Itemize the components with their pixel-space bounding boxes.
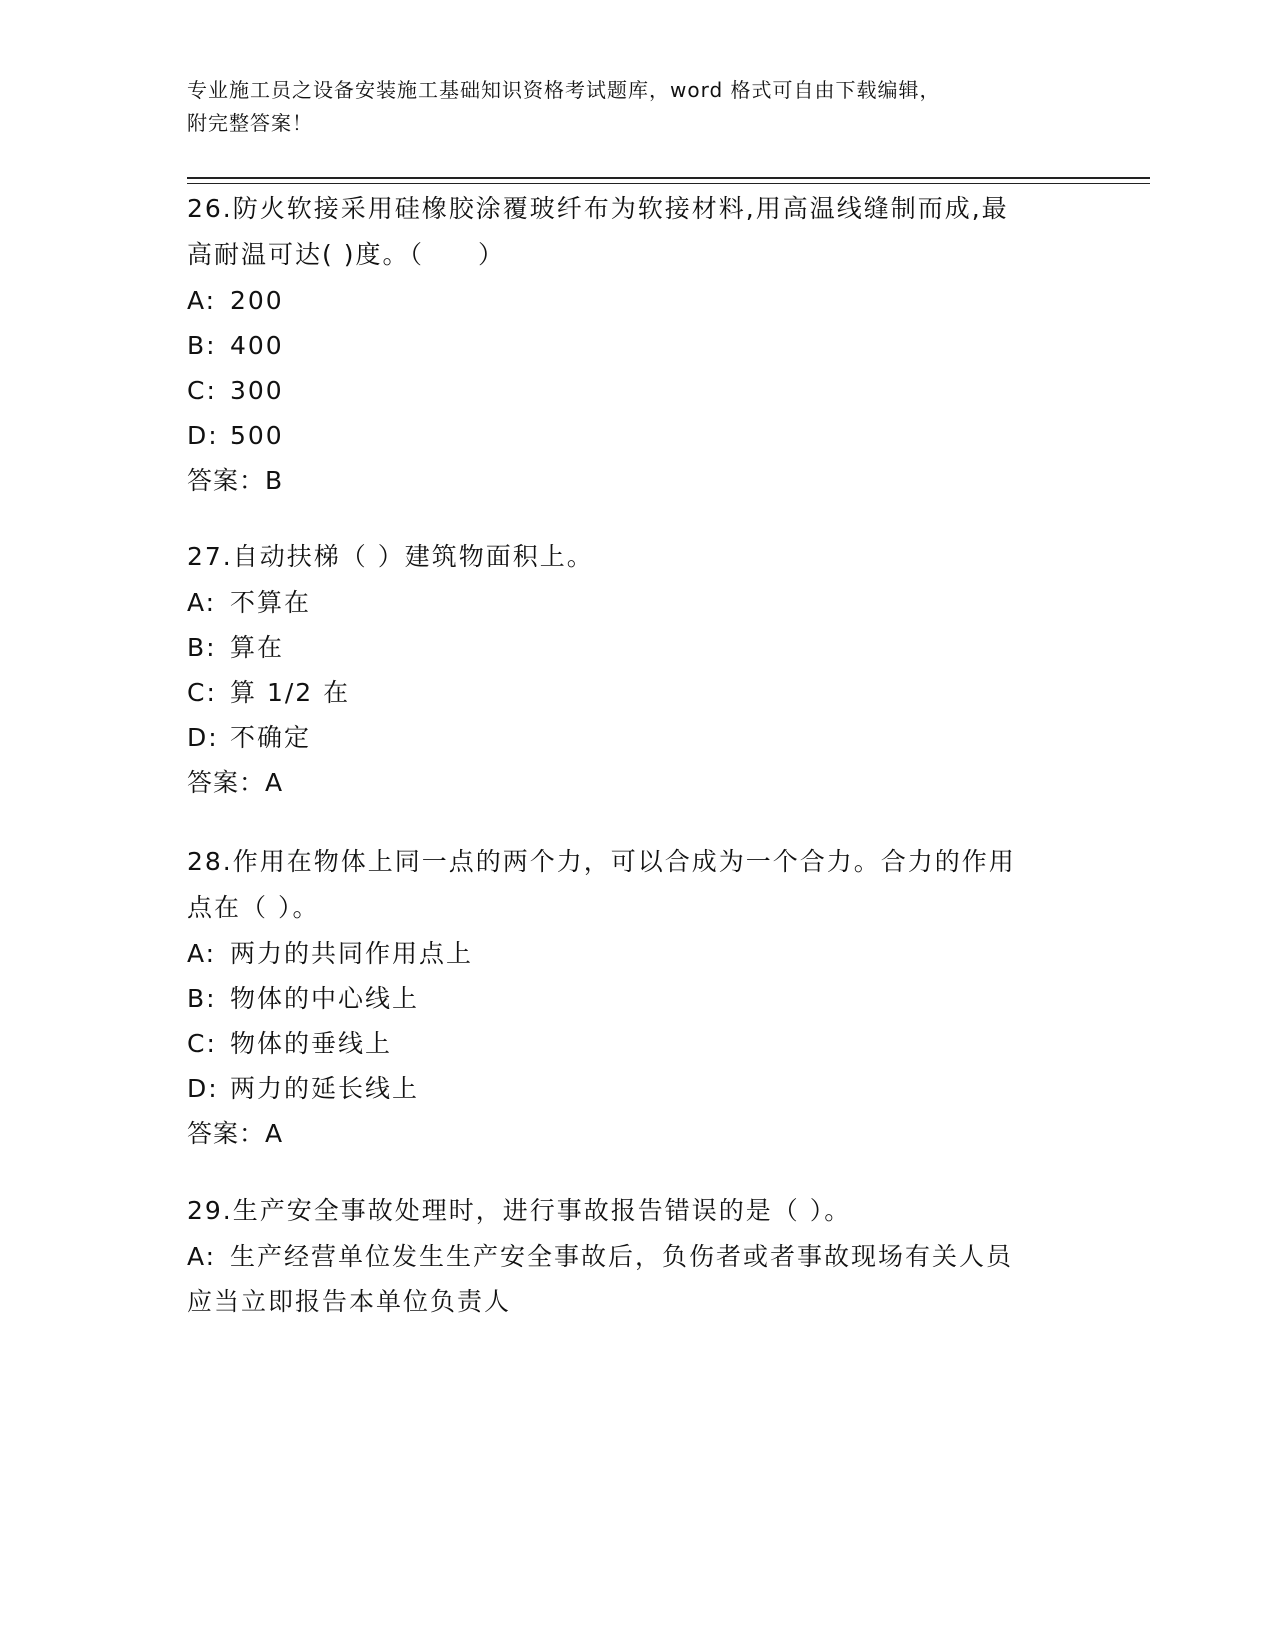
option-text: 物体的垂线上 bbox=[230, 1029, 393, 1058]
option-c bbox=[187, 1021, 1087, 1066]
option-a bbox=[187, 580, 1087, 625]
option-text: 400 bbox=[230, 331, 284, 360]
option-key: B: bbox=[187, 331, 217, 360]
option-key: A: bbox=[187, 286, 217, 315]
option-d bbox=[187, 1066, 1087, 1111]
question-stem: 27.自动扶梯（ ）建筑物面积上。 bbox=[187, 542, 594, 571]
option-d bbox=[187, 715, 1087, 760]
option-key: A: bbox=[187, 1242, 217, 1271]
option-text: 算在 bbox=[230, 633, 285, 662]
option-text: 不算在 bbox=[230, 588, 312, 617]
option-b bbox=[187, 625, 1087, 670]
option-key: C: bbox=[187, 376, 217, 405]
question-29 bbox=[187, 1188, 1087, 1324]
option-key: D: bbox=[187, 1074, 219, 1103]
option-key: C: bbox=[187, 1029, 217, 1058]
option-key: D: bbox=[187, 723, 219, 752]
option-key: A: bbox=[187, 939, 217, 968]
option-key: C: bbox=[187, 678, 217, 707]
question-stem: 28.作用在物体上同一点的两个力，可以合成为一个合力。合力的作用 bbox=[187, 847, 1016, 876]
option-c bbox=[187, 670, 1087, 715]
option-b bbox=[187, 976, 1087, 1021]
option-c bbox=[187, 368, 1087, 413]
option-key: B: bbox=[187, 633, 217, 662]
question-stem: 高耐温可达( )度。（ ） bbox=[187, 240, 505, 269]
question-26 bbox=[187, 186, 1087, 503]
option-d bbox=[187, 413, 1087, 458]
option-text: 300 bbox=[230, 376, 284, 405]
answer-line: 答案：B bbox=[187, 466, 284, 495]
option-text: 500 bbox=[230, 421, 284, 450]
option-a bbox=[187, 1234, 1087, 1279]
option-a-continuation: 应当立即报告本单位负责人 bbox=[187, 1287, 512, 1316]
document-header bbox=[187, 74, 1087, 140]
option-key: A: bbox=[187, 588, 217, 617]
question-28 bbox=[187, 839, 1087, 1156]
header-line-2: 附完整答案！ bbox=[187, 111, 313, 135]
option-text: 算 1/2 在 bbox=[230, 678, 351, 707]
header-divider-thin bbox=[187, 183, 1150, 184]
option-text: 不确定 bbox=[230, 723, 312, 752]
header-divider-thick bbox=[187, 177, 1150, 179]
option-key: B: bbox=[187, 984, 217, 1013]
option-text: 两力的共同作用点上 bbox=[230, 939, 474, 968]
option-a bbox=[187, 278, 1087, 323]
question-stem: 26.防火软接采用硅橡胶涂覆玻纤布为软接材料,用高温线缝制而成,最 bbox=[187, 194, 1009, 223]
option-a bbox=[187, 931, 1087, 976]
question-27 bbox=[187, 534, 1087, 805]
option-text: 两力的延长线上 bbox=[230, 1074, 420, 1103]
option-b bbox=[187, 323, 1087, 368]
answer-line: 答案：A bbox=[187, 768, 284, 797]
header-line-1: 专业施工员之设备安装施工基础知识资格考试题库，word 格式可自由下载编辑， bbox=[187, 78, 941, 102]
answer-line: 答案：A bbox=[187, 1119, 284, 1148]
option-text: 物体的中心线上 bbox=[230, 984, 420, 1013]
option-text: 200 bbox=[230, 286, 284, 315]
option-key: D: bbox=[187, 421, 219, 450]
question-stem: 点在（ ）。 bbox=[187, 893, 320, 922]
option-text: 生产经营单位发生生产安全事故后，负伤者或者事故现场有关人员 bbox=[230, 1242, 1014, 1271]
question-stem: 29.生产安全事故处理时，进行事故报告错误的是（ ）。 bbox=[187, 1196, 852, 1225]
